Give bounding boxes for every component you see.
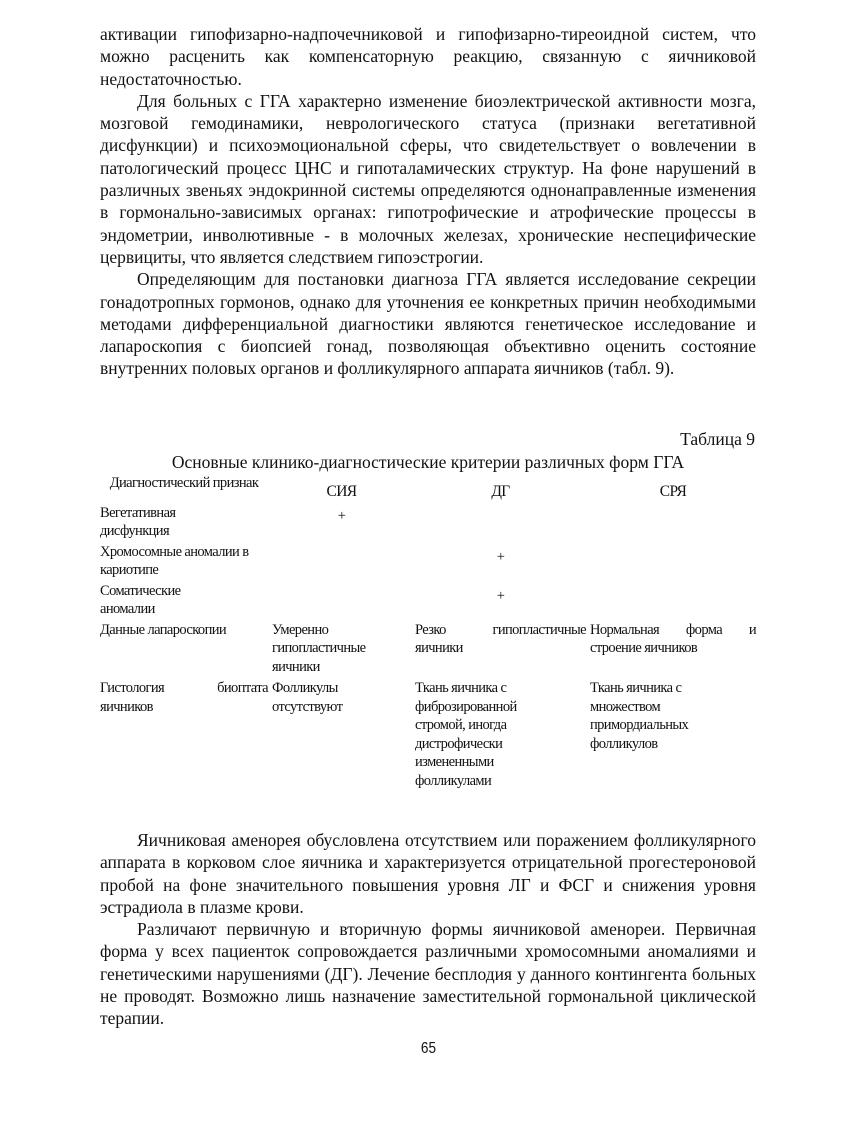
table-cell [415,504,590,541]
table-cell: Соматические аномалии [100,582,181,617]
table-cell: Вегетативная дисфункция [100,504,176,539]
table-header-row [100,474,760,502]
table-header-cell: СИЯ [326,483,357,500]
table-row [100,621,760,677]
body-text-top [100,23,756,380]
table-row [100,679,760,790]
paragraph: Для больных с ГГА характерно изменение биоэлектрической активности мозга, мозговой гемодинамики, неврологического статуса (признаки вегетативной дисфункции) и психоэмоциональной сферы, что свидетельствует о вовлечении в патологический процесс ЦНС и гипоталамических структур. На фоне нарушений в различных звеньях эндокринной системы определяются однонаправленные изменения в гормонально-зависимых органах: гипотрофические и атрофические процессы в эндометрии, инволютивные - в молочных железах, хронические неспецифические цервициты, что является следствием гипоэстрогии. [100,90,756,267]
table-header-cell: ДГ [491,483,510,500]
table-cell: Ткань яичника с множеством примордиальных фолликулов [590,680,689,752]
table-header-cell: Диагностический признак [109,475,259,491]
table-cell: + [496,548,505,565]
paragraph: активации гипофизарно-надпочечниковой и гипофизарно-тиреоидной систем, что можно расценить как компенсаторную реакцию, связанную с яичниковой недостаточностью. [100,24,756,89]
paragraph: Определяющим для постановки диагноза ГГА является исследование секреции гонадотропных гормонов, однако для уточнения ее конкретных причин необходимыми методами дифференциальной диагностики являются генетическое исследование и лапароскопия с биопсией гонад, позволяющая объективно оценить состояние внутренних половых органов и фолликулярного аппарата яичников (табл. 9). [100,269,756,379]
table-cell: + [496,587,505,604]
table-header-cell: СРЯ [659,483,687,500]
paragraph: Яичниковая аменорея обусловлена отсутствием или поражением фолликулярного аппарата в корковом слое яичника и характеризуется отрицательной прогестероновой пробой на фоне значительного повышения уровня ЛГ и ФСГ и снижения уровня эстрадиола в плазме крови. [100,830,756,917]
table-cell: Нормальная форма и строение яичников [590,621,756,656]
paragraph: Различают первичную и вторичную формы яичниковой аменореи. Первичная форма у всех пациенток сопровождается различными хромосомными аномалиями и генетическими нарушениями (ДГ). Лечение бесплодия у данного контингента больных не проводят. Возможно лишь назначение заместительной гормональной циклической терапии. [100,919,756,1029]
table-row [100,543,760,580]
table-title: Основные клинико-диагностические критерии различных форм ГГА [171,452,685,472]
table-cell: + [337,507,346,524]
table-cell [590,543,760,580]
table-cell [272,543,415,580]
table-cell [590,582,760,619]
table-cell: Хромосомные аномалии в кариотипе [100,543,249,578]
table-cell: Гистология биоптата яичников [100,680,268,715]
table-cell: Фолликулы отсутствуют [272,680,343,715]
table-cell [590,504,760,541]
table-row [100,582,760,619]
table-cell [272,582,415,619]
body-text-bottom [100,829,756,1030]
criteria-table [100,474,760,790]
table-number: Таблица 9 [680,429,755,449]
table-cell: Данные лапароскопии [100,621,227,638]
page-number: 65 [420,1040,437,1057]
table-cell: Ткань яичника с фиброзированной стромой, иногда дистрофически измененными фолликулами [415,680,517,789]
table-cell: Резко гипопластичные яичники [415,621,586,656]
table-row [100,504,760,541]
table-cell: Умеренно гипопластичные яичники [272,621,366,675]
